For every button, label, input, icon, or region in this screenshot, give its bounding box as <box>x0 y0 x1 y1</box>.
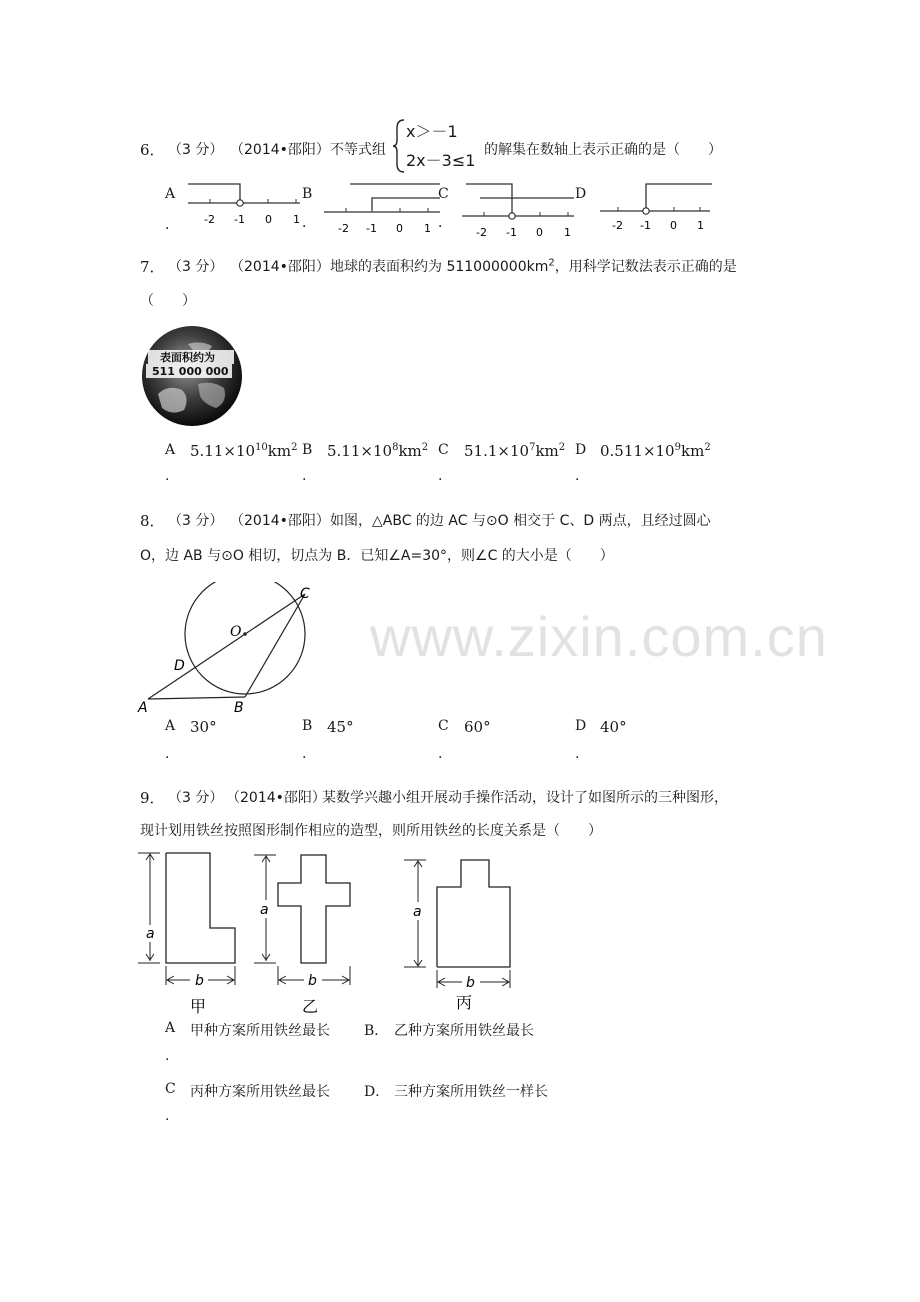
option-value: 5.11×10 <box>327 442 393 460</box>
unit: km <box>680 442 705 460</box>
question-stem: 某数学兴趣小组开展动手操作活动，设计了如图所示的三种图形， <box>322 790 728 806</box>
question-score: （3 分） <box>168 142 224 158</box>
unit-exponent: 2 <box>704 442 711 453</box>
option-c-text[interactable]: 60° <box>464 718 491 736</box>
number-line-d[interactable] <box>598 180 714 236</box>
option-a-letter[interactable]: A <box>165 718 176 734</box>
inequality-2: 2x－3≤1 <box>406 151 476 170</box>
tick-label: -2 <box>338 222 349 235</box>
option-d-text[interactable]: 三种方案所用铁丝一样长 <box>394 1084 548 1100</box>
option-c-dot: . <box>438 746 443 762</box>
tick-label: -2 <box>204 213 215 226</box>
figure-caption: 乙 <box>302 997 319 1016</box>
question-stem-text: 地球的表面积约为 511000000km <box>330 259 549 275</box>
dimension-b: b <box>308 973 317 989</box>
image-text: 表面积约为 <box>160 351 215 364</box>
question-score: （3 分） <box>168 259 224 275</box>
option-b-letter[interactable]: B <box>302 718 313 734</box>
tick-label: 0 <box>670 219 677 232</box>
question-number: 7． <box>140 258 165 276</box>
earth-image <box>138 324 246 428</box>
tick-label: 1 <box>293 213 300 226</box>
unit: km <box>267 442 292 460</box>
tick-label: -2 <box>476 226 487 238</box>
question-score: （3 分） <box>168 790 224 806</box>
figure-yi <box>252 850 360 1020</box>
tick-label: -1 <box>506 226 517 238</box>
unit-exponent: 2 <box>421 442 429 453</box>
tick-label: -1 <box>366 222 377 235</box>
superscript: 2 <box>548 257 555 269</box>
option-value: 51.1×10 <box>464 442 530 460</box>
dimension-b: b <box>466 975 475 991</box>
unit-exponent: 2 <box>291 442 298 453</box>
dimension-a: a <box>260 902 269 918</box>
option-b-text[interactable]: 乙种方案所用铁丝最长 <box>394 1023 534 1039</box>
unit-exponent: 2 <box>558 442 566 453</box>
question-stem-line2: O，边 AB 与⊙O 相切，切点为 B．已知∠A=30°，则∠C 的大小是（ ） <box>140 548 614 564</box>
option-d-letter[interactable]: D． <box>364 1084 390 1100</box>
question-source: （2014•邵阳） <box>230 513 330 529</box>
tick-label: -2 <box>612 219 623 232</box>
number-line-b[interactable] <box>324 180 444 238</box>
option-value: 5.11×10 <box>190 442 256 460</box>
figure-caption: 丙 <box>456 993 473 1012</box>
option-b-dot: ． <box>302 215 316 231</box>
option-value: 0.511×10 <box>600 442 675 460</box>
option-b-dot: . <box>302 746 307 762</box>
tick-label: 1 <box>697 219 704 232</box>
exponent: 9 <box>674 442 681 453</box>
question-number: 9． <box>140 789 165 807</box>
option-b-letter[interactable]: B． <box>364 1023 389 1039</box>
exponent: 10 <box>255 442 268 453</box>
unit: km <box>535 442 559 460</box>
image-text: 511 000 000 <box>152 365 229 378</box>
option-d-dot: . <box>575 746 580 762</box>
tick-label: -1 <box>234 213 245 226</box>
question-source: （2014•邵阳） <box>226 790 326 806</box>
option-d-dot: . <box>575 468 580 484</box>
question-stem-end: ，用科学记数法表示正确的是 <box>554 259 737 275</box>
option-a-dot: . <box>165 468 170 484</box>
option-c-letter[interactable]: C <box>438 442 449 458</box>
question-number: 6． <box>140 141 165 159</box>
option-a-letter[interactable]: A <box>165 186 176 202</box>
option-a-dot: . <box>165 746 170 762</box>
question-stem-line2: （ ） <box>140 293 196 309</box>
tick-label: 0 <box>396 222 403 235</box>
question-score: （3 分） <box>168 513 224 529</box>
dimension-a: a <box>413 904 422 920</box>
question-stem: 不等式组 <box>330 142 386 158</box>
question-source: （2014•邵阳） <box>230 259 330 275</box>
tick-label: 0 <box>536 226 543 238</box>
option-c-letter[interactable]: C <box>438 186 449 202</box>
tick-label: -1 <box>640 219 651 232</box>
question-number: 8． <box>140 512 165 530</box>
option-c-text[interactable] <box>464 442 565 460</box>
exponent: 7 <box>529 442 536 453</box>
option-c-letter[interactable]: C <box>165 1081 176 1097</box>
number-line-c[interactable] <box>462 180 582 238</box>
tick-label: 0 <box>265 213 272 226</box>
question-stem-line2: 现计划用铁丝按照图形制作相应的造型，则所用铁丝的长度关系是（ ） <box>140 823 602 839</box>
option-c-dot: . <box>165 1108 170 1124</box>
option-c-dot: ． <box>438 215 452 231</box>
label-a: A <box>138 700 148 716</box>
exponent: 8 <box>392 442 399 453</box>
label-b: B <box>234 700 244 716</box>
option-d-letter[interactable]: D <box>575 442 587 458</box>
option-a-letter[interactable]: A <box>165 442 176 458</box>
figure-jia <box>138 850 244 1020</box>
question-stem <box>330 256 737 276</box>
circle-triangle-figure <box>134 582 324 716</box>
unit: km <box>398 442 422 460</box>
label-o: O <box>230 624 242 640</box>
number-line-a[interactable] <box>188 180 306 238</box>
option-c-text[interactable]: 丙种方案所用铁丝最长 <box>190 1084 330 1100</box>
option-a-text[interactable]: 甲种方案所用铁丝最长 <box>190 1023 330 1039</box>
question-stem-end: 的解集在数轴上表示正确的是（ ） <box>484 142 722 158</box>
tick-label: 1 <box>424 222 431 235</box>
label-d: D <box>174 658 185 674</box>
option-d-text[interactable]: 40° <box>600 718 627 736</box>
option-d-text[interactable] <box>600 442 711 460</box>
option-c-dot: . <box>438 468 443 484</box>
option-a-dot: ． <box>165 217 179 233</box>
dimension-b: b <box>195 973 204 989</box>
question-source: （2014•邵阳） <box>230 142 330 158</box>
question-stem: 如图，△ABC 的边 AC 与⊙O 相交于 C、D 两点，且经过圆心 <box>330 513 711 529</box>
option-b-text[interactable]: 45° <box>327 718 354 736</box>
figure-bing <box>400 850 520 1020</box>
option-b-text[interactable] <box>327 442 428 460</box>
inequality-1: x＞－1 <box>406 122 458 141</box>
label-c: C <box>300 586 310 602</box>
option-d-letter[interactable]: D <box>575 186 587 202</box>
tick-label: 1 <box>564 226 571 238</box>
brace-symbol <box>392 118 406 174</box>
option-b-dot: . <box>302 468 307 484</box>
option-b-letter[interactable]: B <box>302 442 313 458</box>
watermark: www.zixin.com.cn <box>370 605 828 668</box>
option-a-text[interactable] <box>190 442 298 460</box>
option-c-letter[interactable]: C <box>438 718 449 734</box>
option-a-letter[interactable]: A <box>165 1020 176 1036</box>
dimension-a: a <box>146 926 155 942</box>
option-a-dot: . <box>165 1048 170 1064</box>
figure-caption: 甲 <box>190 997 207 1016</box>
option-a-text[interactable]: 30° <box>190 718 217 736</box>
option-d-letter[interactable]: D <box>575 718 587 734</box>
option-b-letter[interactable]: B <box>302 186 313 202</box>
